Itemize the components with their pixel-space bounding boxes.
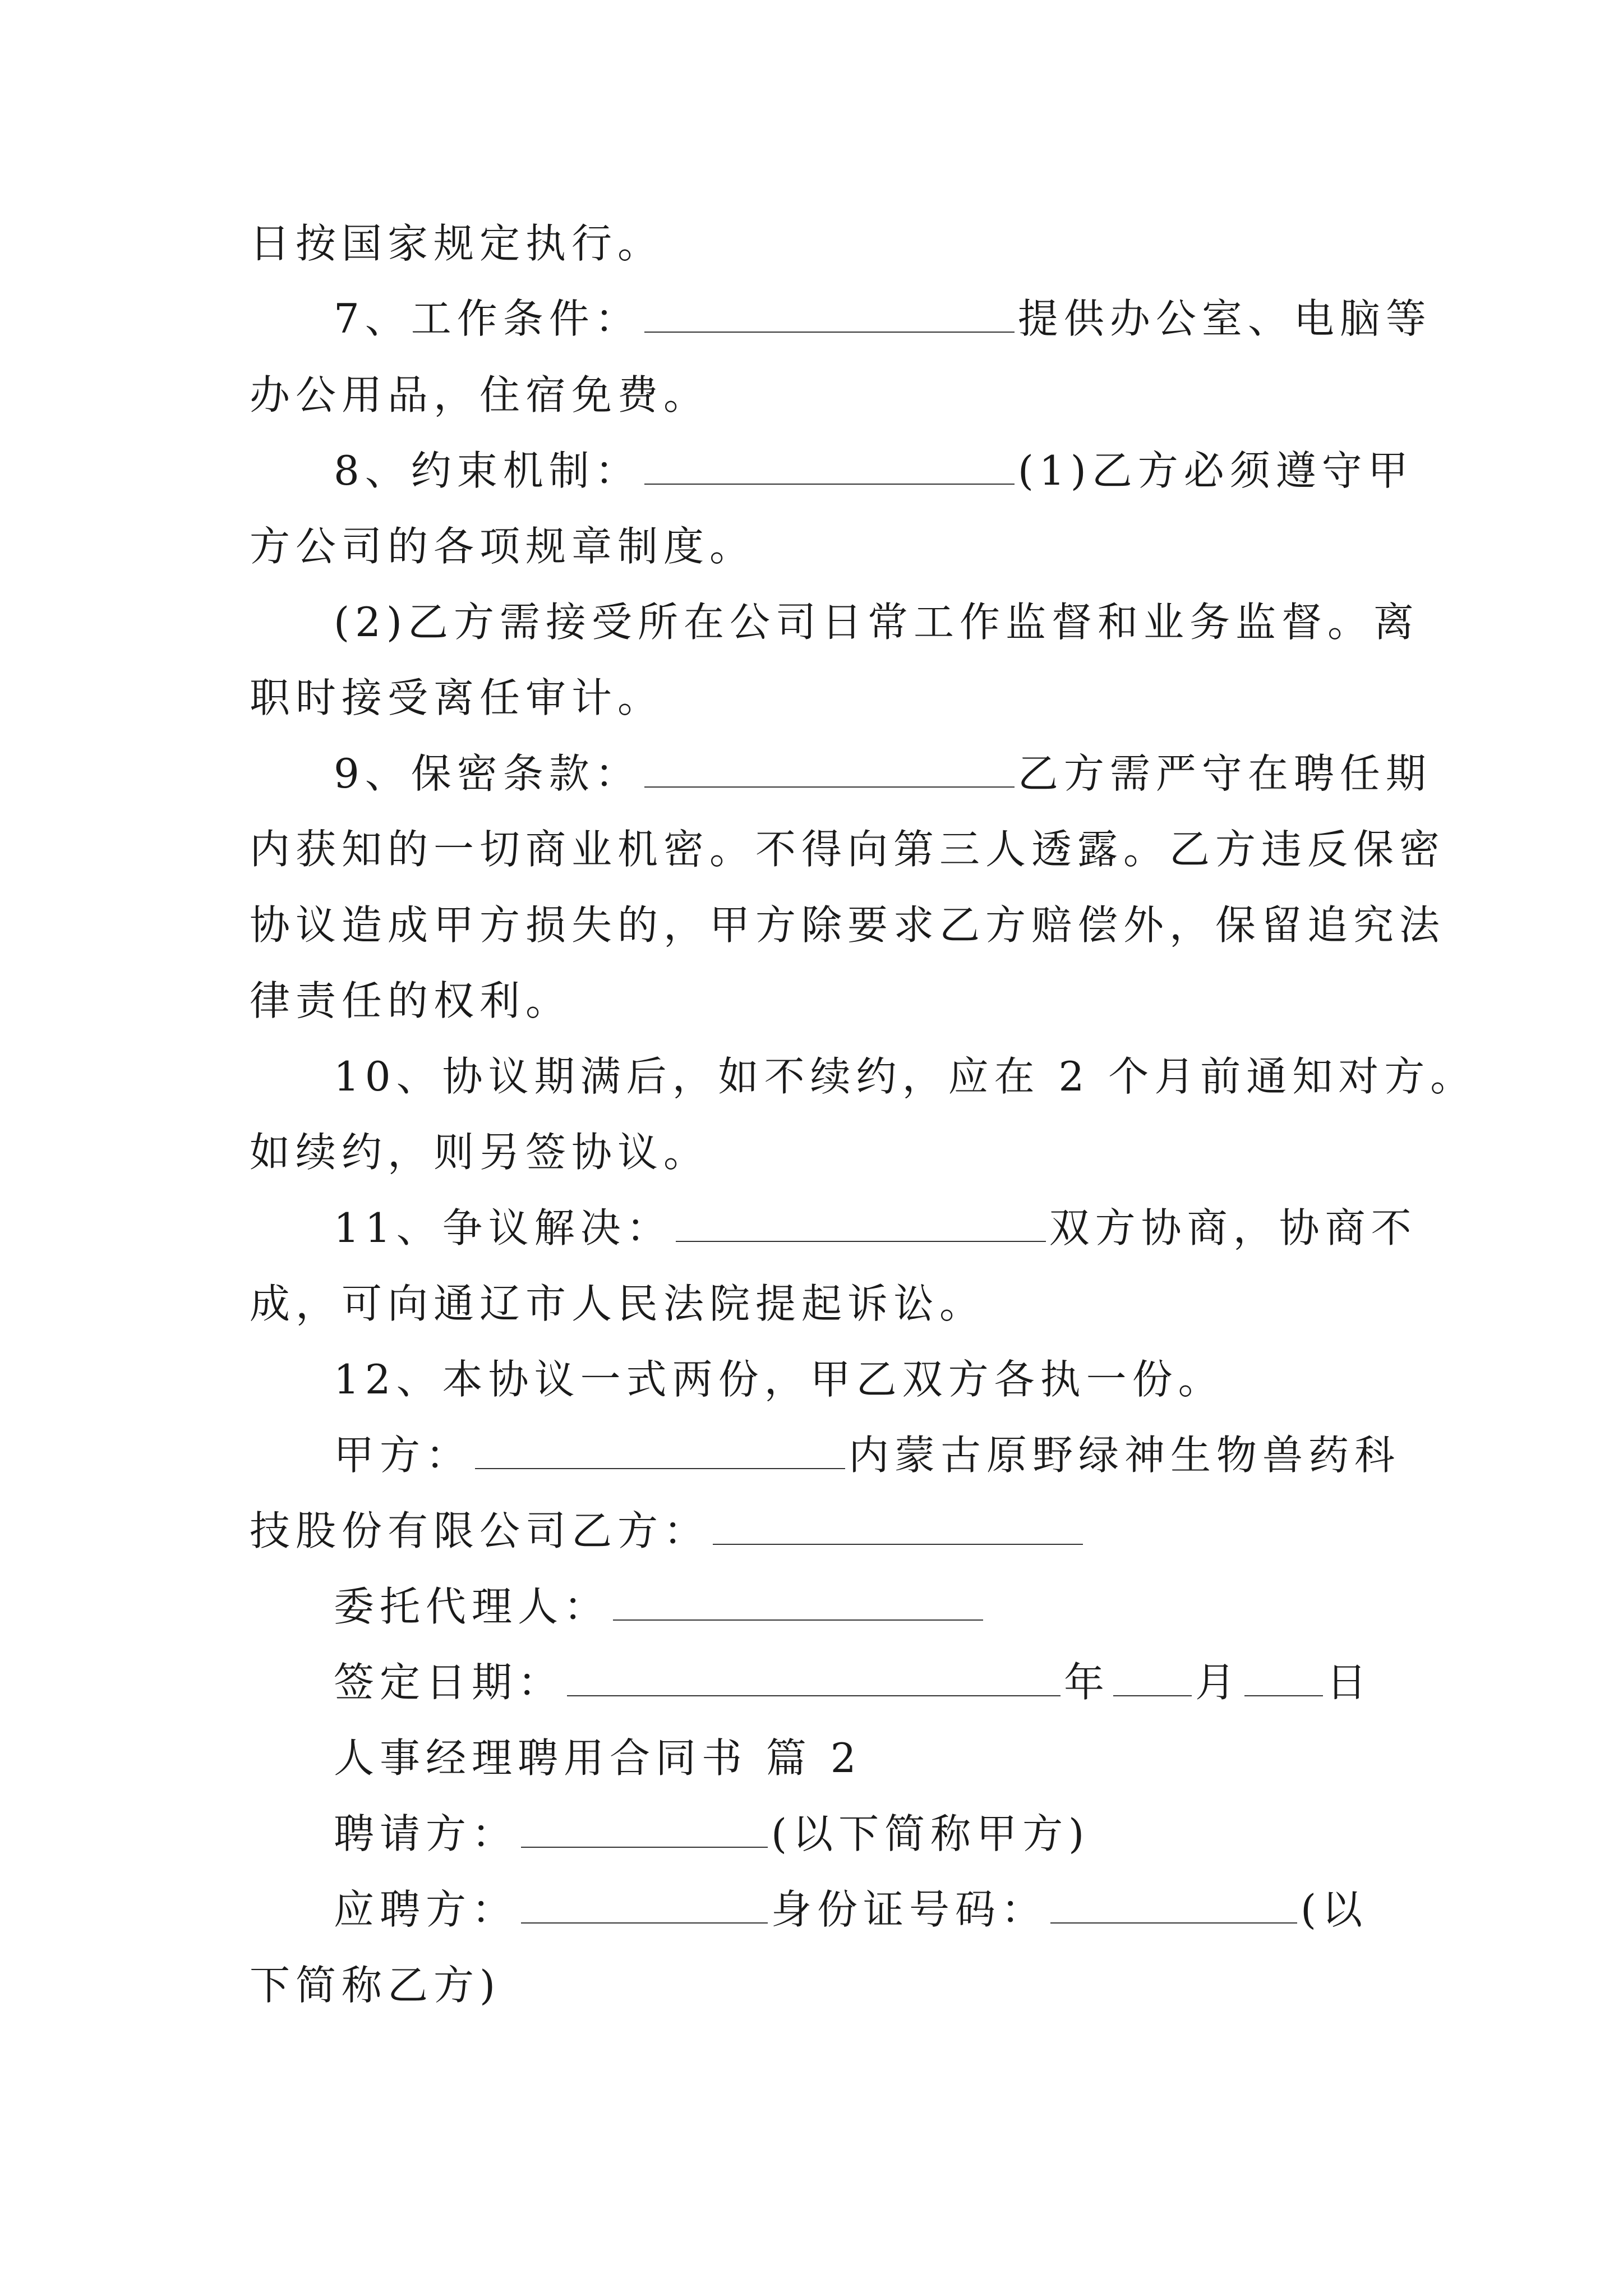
text-span: 协议造成甲方损失的，甲方除要求乙方赔偿外，保留追究法 [250,901,1446,949]
fill-in-blank[interactable] [713,1544,1083,1545]
fill-in-blank[interactable] [676,1241,1046,1242]
text-span: 日按国家规定执行。 [250,220,664,267]
text-span: 双方协商，协商不 [1049,1204,1417,1251]
clause-label: 7、工作条件： [334,295,641,342]
text-line [250,674,664,721]
text-span: (以 [1301,1886,1368,1933]
heading-text: 人事经理聘用合同书 篇 2 [334,1734,862,1782]
text-span: 成，可向通辽市人民法院提起诉讼。 [250,1280,986,1327]
party-a-line [334,1432,1401,1479]
clause-11-line [334,1204,1417,1251]
clause-label: 甲方： [334,1432,472,1479]
text-span: 律责任的权利。 [250,977,572,1024]
text-span: 内蒙古原野绿神生物兽药科 [849,1432,1401,1479]
text-span: 乙方需严守在聘任期 [1017,750,1432,797]
clause-label: 委托代理人： [334,1583,610,1630]
section-heading [334,1734,862,1782]
text-span: 身份证号码： [771,1886,1048,1933]
text-line [250,826,1446,873]
clause-label: 应聘方： [334,1886,518,1933]
fill-in-blank[interactable] [1244,1695,1323,1696]
text-line [250,977,572,1024]
clause-7-line [334,295,1432,342]
clause-9-line [334,750,1432,797]
text-span: 方公司的各项规章制度。 [250,523,756,570]
fill-in-blank[interactable] [644,332,1015,333]
text-line [250,1280,986,1327]
text-span: (1)乙方必须遵守甲 [1017,447,1414,494]
fill-in-blank[interactable] [613,1619,983,1621]
fill-in-blank[interactable] [567,1695,1061,1696]
signing-date-line [334,1659,1373,1706]
text-span: 办公用品，住宿免费。 [250,371,710,418]
clause-label: 8、约束机制： [334,447,641,494]
fill-in-blank[interactable] [521,1847,768,1848]
text-span: 年 [1064,1659,1110,1706]
text-line [334,599,1419,646]
text-span: 日 [1326,1659,1373,1706]
clause-label: 签定日期： [334,1659,564,1706]
clause-label: 11、争议解决： [334,1204,672,1251]
text-span: 12、本协议一式两份，甲乙双方各执一份。 [334,1356,1224,1403]
fill-in-blank[interactable] [1113,1695,1192,1696]
fill-in-blank[interactable] [644,786,1015,788]
fill-in-blank[interactable] [475,1468,845,1469]
text-span: 提供办公室、电脑等 [1017,295,1432,342]
clause-12-line [334,1356,1224,1403]
agent-line [334,1583,986,1630]
text-span: 10、协议期满后，如不续约，应在 2 个月前通知对方。 [334,1053,1477,1100]
text-line [250,1962,501,2009]
party-b-line [250,1507,1086,1554]
fill-in-blank[interactable] [521,1922,768,1924]
clause-label: 技股份有限公司乙方： [250,1507,710,1554]
text-line [250,523,756,570]
text-span: 职时接受离任审计。 [250,674,664,721]
clause-label: 聘请方： [334,1810,518,1857]
clause-label: 9、保密条款： [334,750,641,797]
text-span: (2)乙方需接受所在公司日常工作监督和业务监督。离 [334,599,1419,646]
text-span: (以下简称甲方) [771,1810,1090,1857]
text-line [250,1129,710,1176]
fill-in-blank[interactable] [644,484,1015,485]
clause-10-line [334,1053,1477,1100]
fill-in-blank[interactable] [1050,1922,1297,1924]
text-line [250,901,1446,949]
text-span: 月 [1195,1659,1242,1706]
text-span: 内获知的一切商业机密。不得向第三人透露。乙方违反保密 [250,826,1446,873]
employee-line [334,1886,1368,1933]
employer-line [334,1810,1090,1857]
text-span: 下简称乙方) [250,1962,501,2009]
clause-8-line [334,447,1414,494]
text-line [250,371,710,418]
text-line [250,220,664,267]
text-span: 如续约，则另签协议。 [250,1129,710,1176]
